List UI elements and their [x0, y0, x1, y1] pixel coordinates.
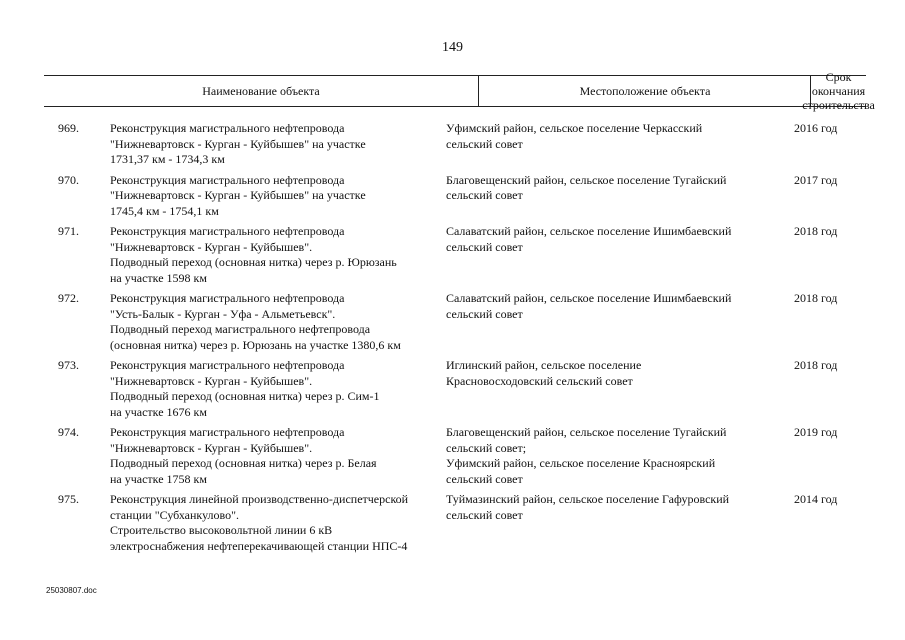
object-location-line: сельский совет: [446, 306, 523, 321]
table-row: [44, 224, 866, 286]
table-row: [44, 291, 866, 353]
completion-term: 2018 год: [794, 224, 838, 238]
object-name-line: "Нижневартовск - Курган - Куйбышев".: [110, 373, 313, 388]
object-name-line: электроснабжения нефтеперекачивающей станции НПС-4: [110, 538, 408, 553]
object-location-line: сельский совет: [446, 188, 523, 202]
object-location: [446, 358, 776, 389]
object-name: [110, 224, 450, 286]
header-object-location: Местоположение объекта: [478, 76, 811, 106]
table-header: [44, 70, 875, 112]
object-name: [110, 173, 450, 220]
object-name-line: Подводный переход (основная нитка) через р. Юрюзань: [110, 255, 397, 269]
object-location-line: Благовещенский район, сельское поселение Тугайский: [446, 172, 727, 187]
row-number: 973.: [58, 358, 79, 372]
object-location: [446, 291, 776, 322]
object-location-line: Красновосходовский сельский совет: [446, 373, 633, 388]
object-location-line: сельский совет: [446, 471, 523, 486]
row-number: 969.: [58, 121, 79, 135]
table-row: [44, 173, 866, 220]
object-location: [446, 224, 776, 255]
object-name-line: Подводный переход магистрального нефтепровода: [110, 322, 371, 336]
object-location: [446, 492, 776, 523]
object-name-line: Реконструкция магистрального нефтепровода: [110, 358, 345, 372]
row-number: 975.: [58, 492, 79, 506]
page-number: 149: [442, 40, 463, 55]
header-completion-term: Срок окончания строительства: [802, 70, 875, 112]
object-location-line: Салаватский район, сельское поселение Ишимбаевский: [446, 224, 732, 238]
object-name-line: на участке 1758 км: [110, 471, 207, 486]
row-number: 974.: [58, 425, 79, 439]
object-name-line: на участке 1676 км: [110, 404, 207, 419]
object-location-line: сельский совет;: [446, 440, 527, 455]
object-name-line: Подводный переход (основная нитка) через р. Сим-1: [110, 389, 380, 403]
object-name: [110, 121, 450, 168]
object-name-line: Строительство высоковольтной линии 6 кВ: [110, 523, 333, 537]
completion-term: 2018 год: [794, 291, 838, 305]
object-name: [110, 492, 450, 554]
row-number: 970.: [58, 172, 79, 187]
object-name-line: Реконструкция магистрального нефтепровода: [110, 291, 345, 305]
object-name-line: Реконструкция магистрального нефтепровода: [110, 172, 345, 187]
table-body: [44, 121, 866, 559]
object-name-line: "Нижневартовск - Курган - Куйбышев" на участке: [110, 136, 366, 151]
completion-term: 2017 год: [794, 172, 838, 187]
object-location-line: сельский совет: [446, 239, 523, 254]
completion-term: 2018 год: [794, 358, 838, 372]
table-row: [44, 492, 866, 554]
object-name-line: (основная нитка) через р. Юрюзань на участке 1380,6 км: [110, 337, 401, 352]
completion-term: 2014 год: [794, 492, 838, 506]
object-name: [110, 358, 450, 420]
object-location-line: Салаватский район, сельское поселение Ишимбаевский: [446, 291, 732, 305]
table-row: [44, 121, 866, 168]
object-name-line: Подводный переход (основная нитка) через р. Белая: [110, 456, 377, 470]
object-location: [446, 121, 776, 152]
object-location-line: Иглинский район, сельское поселение: [446, 358, 642, 372]
table-row: [44, 425, 866, 487]
object-name-line: "Усть-Балык - Курган - Уфа - Альметьевск".: [110, 306, 336, 321]
row-number: 972.: [58, 291, 79, 305]
object-name-line: Реконструкция магистрального нефтепровода: [110, 121, 345, 135]
object-name: [110, 425, 450, 487]
completion-term: 2019 год: [794, 425, 838, 439]
object-name-line: 1745,4 км - 1754,1 км: [110, 203, 219, 218]
table-row: [44, 358, 866, 420]
object-name-line: станции "Субханкулово".: [110, 507, 240, 522]
completion-term: 2016 год: [794, 121, 838, 135]
object-name: [110, 291, 450, 353]
object-location-line: сельский совет: [446, 136, 523, 151]
object-name-line: Реконструкция магистрального нефтепровода: [110, 224, 345, 238]
object-name-line: Реконструкция линейной производственно-диспетчерской: [110, 492, 409, 506]
object-name-line: Реконструкция магистрального нефтепровода: [110, 425, 345, 439]
object-location-line: Уфимский район, сельское поселение Красноярский: [446, 456, 716, 470]
object-name-line: 1731,37 км - 1734,3 км: [110, 152, 225, 166]
object-location-line: Уфимский район, сельское поселение Черкасский: [446, 121, 703, 135]
object-name-line: "Нижневартовск - Курган - Куйбышев".: [110, 239, 313, 254]
object-location: [446, 173, 776, 204]
object-name-line: "Нижневартовск - Курган - Куйбышев" на участке: [110, 188, 366, 202]
object-location: [446, 425, 776, 487]
object-location-line: Туймазинский район, сельское поселение Гафуровский: [446, 492, 730, 506]
row-number: 971.: [58, 224, 79, 238]
object-location-line: сельский совет: [446, 507, 523, 522]
document-filename: 25030807.doc: [46, 586, 97, 595]
object-name-line: на участке 1598 км: [110, 270, 207, 285]
object-name-line: "Нижневартовск - Курган - Куйбышев".: [110, 440, 313, 455]
object-location-line: Благовещенский район, сельское поселение Тугайский: [446, 425, 727, 439]
header-object-name: Наименование объекта: [202, 84, 320, 98]
